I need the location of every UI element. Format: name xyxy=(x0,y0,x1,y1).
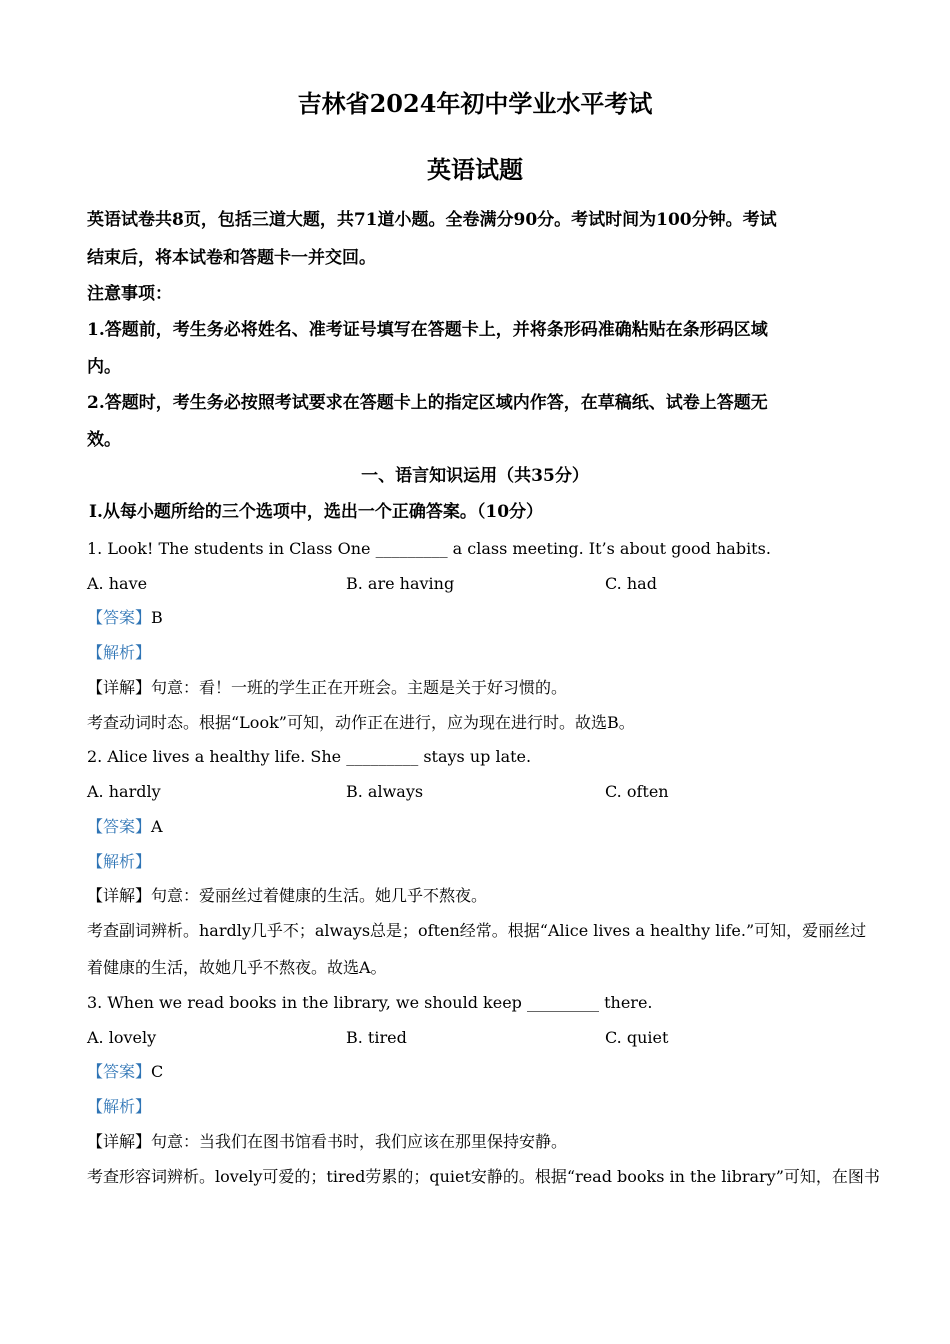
notice-1-line-1: 1.答题前，考生务必将姓名、准考证号填写在答题卡上，并将条形码准确粘贴在条形码区域 xyxy=(87,320,768,340)
question-3-analysis-label: 【解析】 xyxy=(87,1097,152,1116)
detail-label: 【详解】 xyxy=(87,1132,152,1151)
exam-subtitle: 英语试题 xyxy=(427,155,523,184)
question-2-answer xyxy=(87,817,163,837)
detail-label: 【详解】 xyxy=(87,886,152,905)
question-3-detail xyxy=(87,1132,567,1152)
notice-heading: 注意事项： xyxy=(87,284,172,304)
question-1-option-a: A. have xyxy=(87,574,148,593)
question-2-option-a: A. hardly xyxy=(87,782,161,801)
question-2-explanation-line-2: 着健康的生活，故她几乎不熬夜。故选A。 xyxy=(87,958,387,977)
question-1-option-b: B. are having xyxy=(346,574,455,593)
answer-label: 【答案】 xyxy=(87,1062,152,1081)
notice-2-line-1: 2.答题时，考生务必按照考试要求在答题卡上的指定区域内作答，在草稿纸、试卷上答题无 xyxy=(87,393,768,413)
question-1-detail xyxy=(87,678,567,698)
detail-text: 句意：爱丽丝过着健康的生活。她几乎不熬夜。 xyxy=(151,886,488,905)
detail-text: 句意：当我们在图书馆看书时，我们应该在那里保持安静。 xyxy=(151,1132,568,1151)
question-2-stem: 2. Alice lives a healthy life. She _________ stays up late. xyxy=(87,747,532,766)
notice-2-line-2: 效。 xyxy=(87,430,121,450)
question-1-analysis-label: 【解析】 xyxy=(87,643,152,662)
question-2-option-b: B. always xyxy=(346,782,424,801)
question-1-explanation: 考查动词时态。根据“Look”可知，动作正在进行，应为现在进行时。故选B。 xyxy=(87,713,635,732)
part-heading: Ⅰ.从每小题所给的三个选项中，选出一个正确答案。（10分） xyxy=(89,502,544,522)
intro-line-2: 结束后，将本试卷和答题卡一并交回。 xyxy=(87,248,376,268)
intro-line-1: 英语试卷共8页，包括三道大题，共71道小题。全卷满分90分。考试时间为100分钟。考试 xyxy=(87,210,777,230)
answer-label: 【答案】 xyxy=(87,817,152,836)
question-3-stem: 3. When we read books in the library, we should keep _________ there. xyxy=(87,993,653,1012)
question-2-detail xyxy=(87,886,487,906)
question-3-answer xyxy=(87,1062,163,1082)
answer-value: C xyxy=(151,1062,164,1081)
answer-value: A xyxy=(151,817,163,836)
notice-1-line-2: 内。 xyxy=(87,357,121,377)
detail-text: 句意：看！一班的学生正在开班会。主题是关于好习惯的。 xyxy=(151,678,568,697)
question-1-option-c: C. had xyxy=(605,574,657,593)
question-2-explanation-line-1: 考查副词辨析。hardly几乎不；always总是；often经常。根据“Alice lives a healthy life.”可知，爱丽丝过 xyxy=(87,921,867,940)
question-2-analysis-label: 【解析】 xyxy=(87,852,152,871)
answer-value: B xyxy=(151,608,163,627)
question-3-option-c: C. quiet xyxy=(605,1028,669,1047)
answer-label: 【答案】 xyxy=(87,608,152,627)
question-3-option-b: B. tired xyxy=(346,1028,407,1047)
detail-label: 【详解】 xyxy=(87,678,152,697)
question-3-option-a: A. lovely xyxy=(87,1028,157,1047)
question-3-explanation: 考查形容词辨析。lovely可爱的；tired劳累的；quiet安静的。根据“read books in the library”可知，在图书 xyxy=(87,1167,880,1186)
question-1-answer xyxy=(87,608,163,628)
section-heading: 一、语言知识运用（共35分） xyxy=(361,466,589,486)
exam-title: 吉林省2024年初中学业水平考试 xyxy=(297,89,653,118)
question-2-option-c: C. often xyxy=(605,782,669,801)
question-1-stem: 1. Look! The students in Class One _________ a class meeting. It’s about good habits. xyxy=(87,539,771,558)
